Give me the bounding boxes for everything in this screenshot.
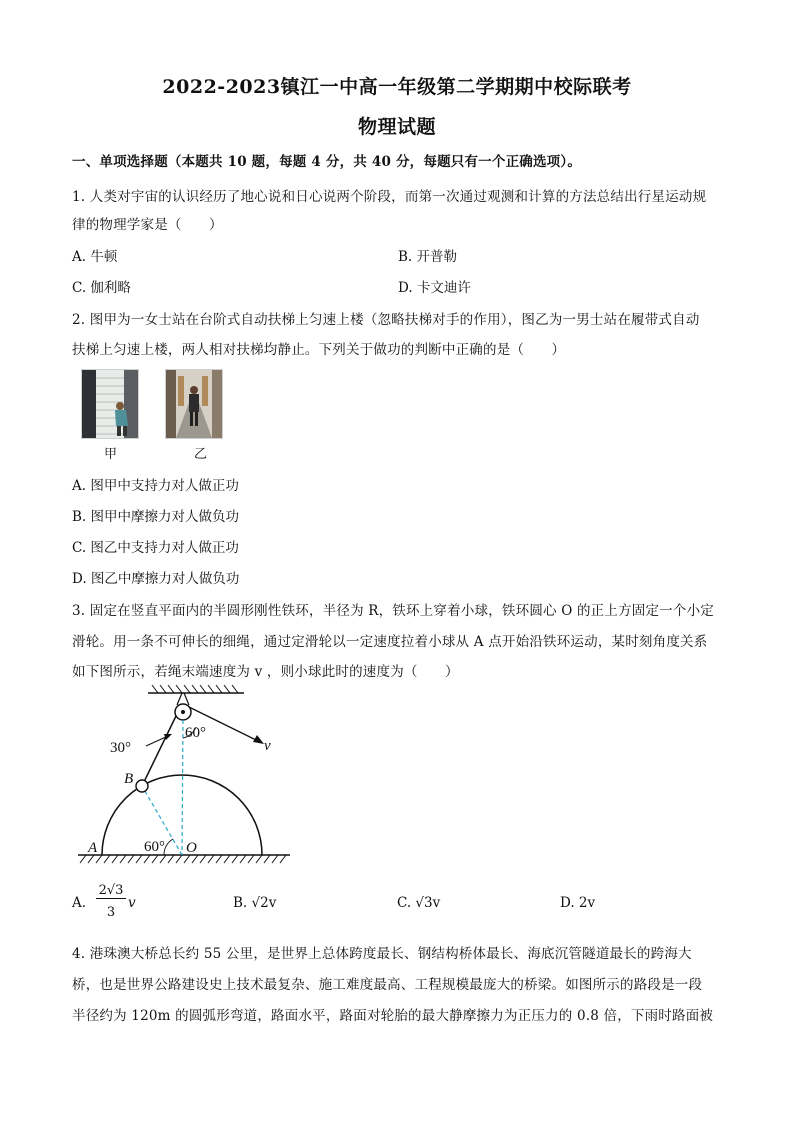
q1-option-a: A. 牛顿 [72, 249, 118, 265]
q3-option-a-denominator: 3 [106, 905, 116, 920]
q1-option-c: C. 伽利略 [72, 280, 131, 296]
q2-option-b: B. 图甲中摩擦力对人做负功 [72, 509, 240, 525]
q4-stem-line2: 桥，也是世界公路建设史上技术最复杂、施工难度最高、工程规模最庞大的桥梁。如图所示的路段是一段 [72, 977, 703, 993]
angle-bottom-label: 60° [144, 839, 165, 855]
q2-option-a: A. 图甲中支持力对人做正功 [72, 478, 239, 494]
pulley-ring-diagram [68, 683, 308, 877]
q1-option-b: B. 开普勒 [398, 249, 458, 265]
exam-title: 2022-2023镇江一中高一年级第二学期期中校际联考 [162, 76, 632, 98]
velocity-arrowhead [253, 735, 264, 744]
label-a: A [88, 840, 98, 856]
ground-hatch [80, 855, 286, 863]
label-b: B [124, 771, 134, 787]
q1-option-d: D. 卡文迪许 [398, 280, 471, 296]
angle-top-left-label: 30° [110, 740, 131, 756]
q1-stem-line2: 律的物理学家是（ ） [72, 217, 223, 233]
ceiling-hatch [152, 685, 238, 693]
q3-option-a-variable: v [128, 895, 136, 911]
angle-top-right-label: 60° [185, 725, 206, 741]
exam-subtitle: 物理试题 [357, 116, 436, 138]
q4-stem-line3: 半径约为 120m 的圆弧形弯道，路面水平，路面对轮胎的最大静摩擦力为正压力的 0.8 倍，下雨时路面被 [72, 1008, 714, 1024]
semicircle-ring [102, 775, 262, 855]
q3-stem-line3: 如下图所示，若绳末端速度为 v ，则小球此时的速度为（ ） [72, 664, 459, 680]
section-heading: 一、单项选择题（本题共 10 题，每题 4 分，共 40 分，每题只有一个正确选项）。 [72, 154, 582, 170]
q2-stem-line2: 扶梯上匀速上楼，两人相对扶梯均静止。下列关于做功的判断中正确的是（ ） [72, 342, 566, 358]
q2-option-d: D. 图乙中摩擦力对人做负功 [72, 571, 240, 587]
q1-stem-line1: 1. 人类对宇宙的认识经历了地心说和日心说两个阶段，而第一次通过观测和计算的方法总结出行星运动规 [72, 189, 707, 205]
q3-option-b: B. √2v [233, 895, 277, 911]
q3-stem-line2: 滑轮。用一条不可伸长的细绳，通过定滑轮以一定速度拉着小球从 A 点开始沿铁环运动，某时刻角度关系 [72, 634, 708, 650]
q3-stem-line1: 3. 固定在竖直平面内的半圆形刚性铁环，半径为 R，铁环上穿着小球，铁环圆心 O 的正上方固定一个小定 [72, 603, 714, 619]
label-o: O [186, 840, 197, 856]
escalator-photo-b [165, 369, 223, 439]
q3-option-c: C. √3v [397, 895, 441, 911]
label-v: v [264, 738, 271, 754]
photo-caption-a: 甲 [104, 447, 118, 462]
q4-stem-line1: 4. 港珠澳大桥总长约 55 公里，是世界上总体跨度最长、钢结构桥体最长、海底沉管隧道最长的跨海大 [72, 946, 692, 962]
photo-caption-b: 乙 [194, 447, 208, 462]
ball-b [136, 780, 148, 792]
q3-option-d: D. 2v [560, 895, 596, 911]
q3-option-a-numerator: 2√3 [96, 883, 126, 899]
q2-option-c: C. 图乙中支持力对人做正功 [72, 540, 239, 556]
vertical-dashed-line [182, 720, 183, 855]
q3-option-a-label: A. [72, 895, 87, 911]
pulley-axle [181, 710, 185, 714]
escalator-photo-a [81, 369, 139, 439]
q2-stem-line1: 2. 图甲为一女士站在台阶式自动扶梯上匀速上楼（忽略扶梯对手的作用），图乙为一男士站在履带式自动 [72, 312, 700, 328]
